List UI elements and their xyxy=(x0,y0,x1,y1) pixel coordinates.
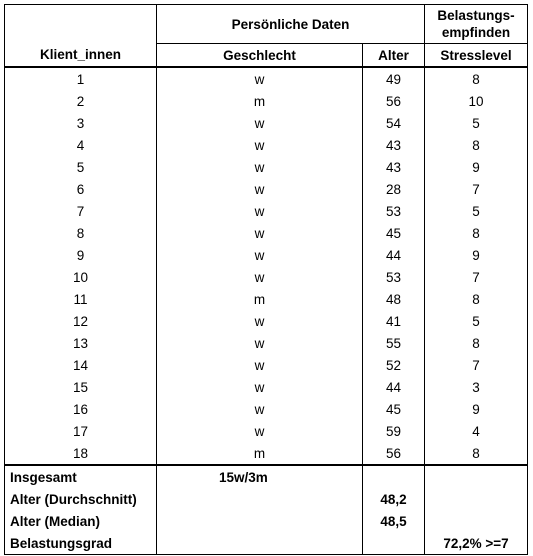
stress-cell: 7 xyxy=(425,266,528,288)
client-id-cell: 8 xyxy=(5,222,157,244)
stress-cell: 10 xyxy=(425,90,528,112)
age-cell: 56 xyxy=(363,90,425,112)
stress-cell: 9 xyxy=(425,244,528,266)
stress-cell: 8 xyxy=(425,134,528,156)
gender-cell: w xyxy=(157,398,363,420)
client-id-cell: 4 xyxy=(5,134,157,156)
stress-cell: 7 xyxy=(425,178,528,200)
table-row xyxy=(5,67,528,90)
summary-median-value: 48,5 xyxy=(363,510,425,532)
age-cell: 44 xyxy=(363,376,425,398)
header-group-personal: Persönliche Daten xyxy=(157,5,425,44)
client-id-cell: 2 xyxy=(5,90,157,112)
stress-cell: 8 xyxy=(425,222,528,244)
gender-cell: m xyxy=(157,442,363,465)
header-empty-cell xyxy=(5,5,157,44)
age-cell: 43 xyxy=(363,156,425,178)
table-row xyxy=(5,244,528,266)
summary-empty-cell xyxy=(425,465,528,488)
stress-cell: 7 xyxy=(425,354,528,376)
header-row-groups xyxy=(5,5,528,44)
summary-empty-cell xyxy=(157,532,363,555)
table-row xyxy=(5,178,528,200)
header-row-columns xyxy=(5,44,528,68)
summary-median-label: Alter (Median) xyxy=(5,510,157,532)
summary-total-value: 15w/3m xyxy=(157,465,363,488)
gender-cell: w xyxy=(157,244,363,266)
summary-load-label: Belastungsgrad xyxy=(5,532,157,555)
table-row xyxy=(5,398,528,420)
client-id-cell: 9 xyxy=(5,244,157,266)
gender-cell: w xyxy=(157,354,363,376)
header-age: Alter xyxy=(363,44,425,68)
age-cell: 45 xyxy=(363,222,425,244)
stress-cell: 4 xyxy=(425,420,528,442)
client-id-cell: 14 xyxy=(5,354,157,376)
table-row xyxy=(5,442,528,465)
header-group-stress-line1: Belastungs- xyxy=(437,8,515,23)
client-id-cell: 3 xyxy=(5,112,157,134)
stress-cell: 5 xyxy=(425,310,528,332)
header-group-stress-line2: empfinden xyxy=(441,25,511,40)
age-cell: 59 xyxy=(363,420,425,442)
age-cell: 45 xyxy=(363,398,425,420)
gender-cell: w xyxy=(157,310,363,332)
age-cell: 44 xyxy=(363,244,425,266)
gender-cell: w xyxy=(157,134,363,156)
client-id-cell: 11 xyxy=(5,288,157,310)
table-row xyxy=(5,310,528,332)
table-row xyxy=(5,376,528,398)
stress-cell: 9 xyxy=(425,156,528,178)
stress-cell: 5 xyxy=(425,112,528,134)
table-row xyxy=(5,266,528,288)
table-row xyxy=(5,90,528,112)
age-cell: 53 xyxy=(363,200,425,222)
client-id-cell: 15 xyxy=(5,376,157,398)
gender-cell: w xyxy=(157,178,363,200)
age-cell: 54 xyxy=(363,112,425,134)
stress-cell: 8 xyxy=(425,67,528,90)
stress-cell: 8 xyxy=(425,442,528,465)
summary-empty-cell xyxy=(363,532,425,555)
stress-cell: 5 xyxy=(425,200,528,222)
stress-cell: 3 xyxy=(425,376,528,398)
gender-cell: w xyxy=(157,200,363,222)
age-cell: 41 xyxy=(363,310,425,332)
table-row xyxy=(5,134,528,156)
client-id-cell: 7 xyxy=(5,200,157,222)
gender-cell: w xyxy=(157,222,363,244)
header-gender: Geschlecht xyxy=(157,44,363,68)
client-id-cell: 12 xyxy=(5,310,157,332)
gender-cell: w xyxy=(157,156,363,178)
age-cell: 49 xyxy=(363,67,425,90)
client-id-cell: 18 xyxy=(5,442,157,465)
client-id-cell: 10 xyxy=(5,266,157,288)
age-cell: 43 xyxy=(363,134,425,156)
header-stress: Stresslevel xyxy=(425,44,528,68)
gender-cell: w xyxy=(157,112,363,134)
header-client: Klient_innen xyxy=(5,44,157,68)
client-id-cell: 1 xyxy=(5,67,157,90)
summary-load-value: 72,2% >=7 xyxy=(425,532,528,555)
gender-cell: w xyxy=(157,332,363,354)
stress-cell: 8 xyxy=(425,288,528,310)
summary-row-median xyxy=(5,510,528,532)
age-cell: 53 xyxy=(363,266,425,288)
summary-empty-cell xyxy=(425,488,528,510)
gender-cell: w xyxy=(157,266,363,288)
client-id-cell: 16 xyxy=(5,398,157,420)
header-group-stress xyxy=(425,5,528,44)
client-data-table xyxy=(4,4,528,555)
table-row xyxy=(5,156,528,178)
age-cell: 28 xyxy=(363,178,425,200)
table-row xyxy=(5,354,528,376)
table-row xyxy=(5,420,528,442)
summary-row-load xyxy=(5,532,528,555)
gender-cell: w xyxy=(157,420,363,442)
summary-empty-cell xyxy=(157,488,363,510)
age-cell: 52 xyxy=(363,354,425,376)
gender-cell: m xyxy=(157,90,363,112)
summary-empty-cell xyxy=(157,510,363,532)
table-row xyxy=(5,332,528,354)
age-cell: 48 xyxy=(363,288,425,310)
summary-total-label: Insgesamt xyxy=(5,465,157,488)
gender-cell: w xyxy=(157,67,363,90)
gender-cell: w xyxy=(157,376,363,398)
client-id-cell: 6 xyxy=(5,178,157,200)
stress-cell: 8 xyxy=(425,332,528,354)
summary-mean-label: Alter (Durchschnitt) xyxy=(5,488,157,510)
client-id-cell: 17 xyxy=(5,420,157,442)
table-row xyxy=(5,112,528,134)
table-row xyxy=(5,288,528,310)
summary-mean-value: 48,2 xyxy=(363,488,425,510)
summary-empty-cell xyxy=(363,465,425,488)
age-cell: 56 xyxy=(363,442,425,465)
age-cell: 55 xyxy=(363,332,425,354)
gender-cell: m xyxy=(157,288,363,310)
client-id-cell: 13 xyxy=(5,332,157,354)
table-row xyxy=(5,200,528,222)
client-id-cell: 5 xyxy=(5,156,157,178)
summary-row-total xyxy=(5,465,528,488)
summary-empty-cell xyxy=(425,510,528,532)
table-row xyxy=(5,222,528,244)
stress-cell: 9 xyxy=(425,398,528,420)
summary-row-mean xyxy=(5,488,528,510)
